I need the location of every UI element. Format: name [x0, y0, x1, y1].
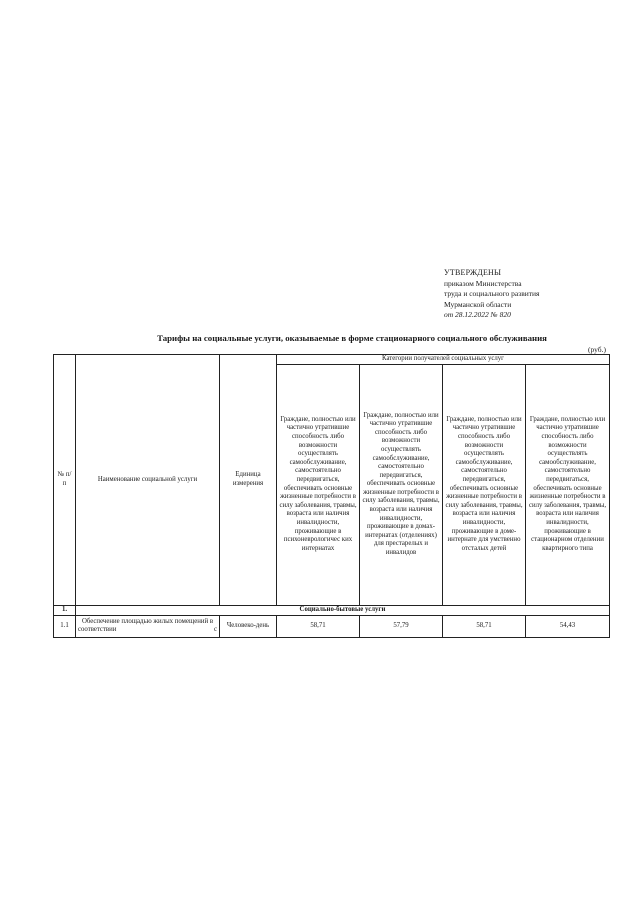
- row-service-name: Обеспечение площадью жилых помещений в соответствии с: [76, 615, 220, 637]
- header-number: № п/п: [54, 355, 76, 606]
- row-value: 58,71: [277, 615, 360, 637]
- row-value: 54,43: [526, 615, 610, 637]
- section-name: Социально-бытовые услуги: [76, 605, 610, 615]
- table-row: [54, 615, 610, 637]
- category-header-apartment-type: Граждане, полностью или частично утратившие способность либо возможности осуществлять самообслуживание, самостоятельно передвигаться, обеспечивать основные жизненные потребности в силу заболевания, травмы, возраста или наличия инвалидности, проживающие в стационарном отделении квартирного типа: [526, 364, 610, 605]
- document-title: Тарифы на социальные услуги, оказываемые в форме стационарного социального обслуживания: [157, 333, 547, 343]
- tariff-table: [53, 354, 610, 638]
- approval-date: от 28.12.2022 № 820: [444, 310, 511, 319]
- category-header-elderly-homes: Граждане, полностью или частично утратившие способность либо возможности осуществлять самообслуживание, самостоятельно передвигаться, обеспечивать основные жизненные потребности в силу заболевания, травмы, возраста или наличия инвалидности, проживающие в домах-интернатах (отделениях) для престарелых и инвалидов: [360, 364, 443, 605]
- approval-line: труда и социального развития: [444, 289, 540, 298]
- table-header-row: [54, 355, 610, 365]
- row-value: 58,71: [443, 615, 526, 637]
- row-number: 1.1: [54, 615, 76, 637]
- table-section-row: [54, 605, 610, 615]
- header-unit: Единица измерения: [220, 355, 277, 606]
- section-number: 1.: [54, 605, 76, 615]
- header-categories: Категории получателей социальных услуг: [277, 355, 610, 365]
- approval-line: Мурманской области: [444, 299, 512, 309]
- row-value: 57,79: [360, 615, 443, 637]
- header-service-name: Наименование социальной услуги: [76, 355, 220, 606]
- category-header-psychoneurological: Граждане, полностью или частично утратившие способность либо возможности осуществлять самообслуживание, самостоятельно передвигаться, обеспечивать основные жизненные потребности в силу заболевания, травмы, возраста или наличия инвалидности, проживающие в психоневрологичес ких интернатах: [277, 364, 360, 605]
- category-header-children-home: Граждане, полностью или частично утратившие способность либо возможности осуществлять самообслуживание, самостоятельно передвигаться, обеспечивать основные жизненные потребности в силу заболевания, травмы, возраста или наличия инвалидности, проживающие в доме-интернате для умственно отсталых детей: [443, 364, 526, 605]
- approval-stamp: [444, 268, 624, 321]
- currency-unit-note: (руб.): [588, 345, 606, 354]
- approval-title: УТВЕРЖДЕНЫ: [444, 268, 502, 277]
- approval-line: приказом Министерства: [444, 278, 522, 288]
- row-unit: Человеко-день: [220, 615, 277, 637]
